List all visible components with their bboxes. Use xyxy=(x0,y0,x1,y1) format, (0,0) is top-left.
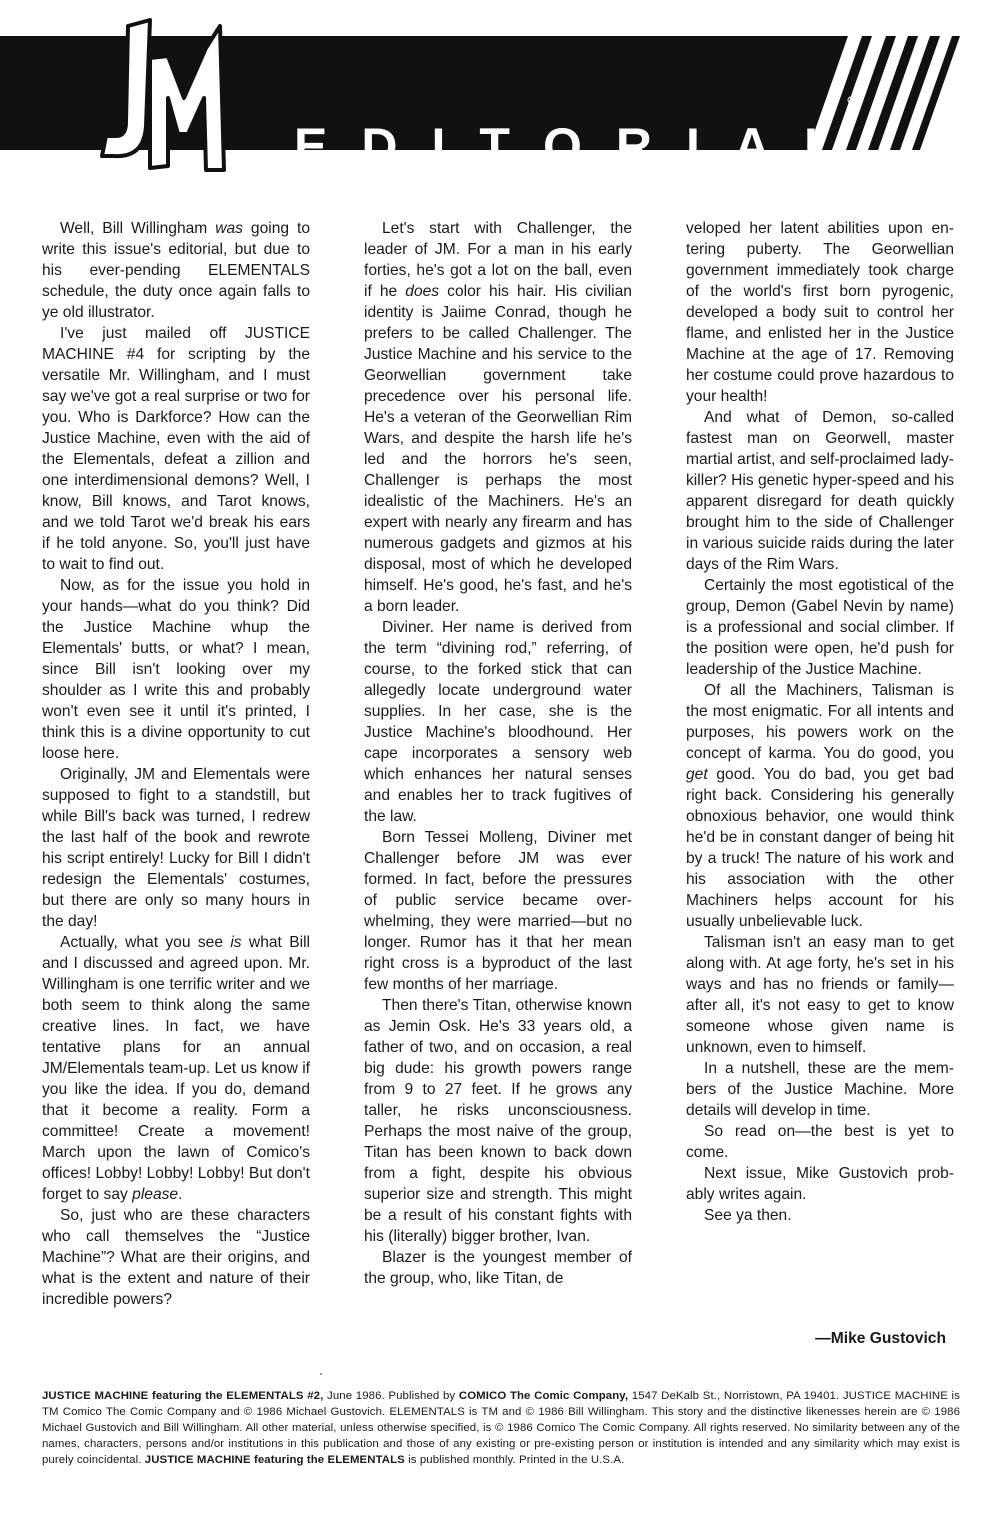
text-run: veloped her latent abilities upon entering puberty. The Georwellian government immediately took charge of the world's first born pyrogenic, developed a body suit to control her flame, and enlisted her in the Justice Machine at the age of 17. Removing her costume could prove hazardous to your health! xyxy=(686,220,954,405)
page-title: EDITORIAL xyxy=(294,118,869,174)
paragraph xyxy=(42,1205,310,1310)
paragraph xyxy=(42,575,310,764)
credits-bold: COMICO The Comic Company, xyxy=(458,1390,629,1402)
text-run: what Bill and I discussed and agreed upon. Mr. Willingham is one terrific writer and we both seem to think along the same creative lines. In fact, we have tentative plans for an annual JM/Elementals team-up. Let us know if you like the idea. If you do, demand that it become a reality. Form a committee! Create a movement! March upon the lawn of Comico's offices! Lobby! Lobby! Lobby! But don't forget to say xyxy=(42,934,310,1203)
text-run: Well, Bill Willingham xyxy=(60,220,216,237)
credits-text: June 1986. Published by xyxy=(323,1390,459,1402)
paragraph xyxy=(364,1247,632,1289)
text-run: Talisman isn't an easy man to get along with. At age forty, he's set in his ways and has no friends or family—after all, it's not easy to get to know someone whose given name is unknown, even to himself. xyxy=(686,934,954,1056)
emphasis: please xyxy=(132,1186,179,1203)
text-run: So, just who are these characters who call themselves the “Justice Machine”? What are their origins, and what is the extent and nature of their incredible powers? xyxy=(42,1207,310,1308)
text-run: So read on—the best is yet to come. xyxy=(686,1123,954,1161)
column-3 xyxy=(686,218,954,1226)
text-run: Now, as for the issue you hold in your hands—what do you think? Did the Justice Machine whup the Elementals' butts, or what? I mean, since Bill isn't looking over my shoulder as I write this and probably won't even see it until it's printed, I think this is a divine opportunity to cut loose here. xyxy=(42,577,310,762)
paragraph xyxy=(686,407,954,575)
paragraph xyxy=(364,827,632,995)
emphasis: is xyxy=(230,934,242,951)
paragraph xyxy=(42,932,310,1205)
emphasis: was xyxy=(215,220,243,237)
text-run: Blazer is the youngest member of the group, who, like Titan, de xyxy=(364,1249,632,1287)
text-run: good. You do bad, you get bad right back. Considering his generally obnoxious behavior, one would think he'd be in constant danger of being hit by a truck! The nature of his work and his association with the other Machiners helps account for his usually unbelievable luck. xyxy=(686,766,954,930)
emphasis: get xyxy=(686,766,708,783)
text-run: Let's start with Challenger, the leader of JM. For a man in his early forties, he's got a lot on the ball, even if he xyxy=(364,220,632,300)
text-run: See ya then. xyxy=(704,1207,792,1224)
paragraph xyxy=(364,218,632,617)
paragraph xyxy=(686,932,954,1058)
text-run: In a nutshell, these are the members of the Justice Machine. More details will develop in time. xyxy=(686,1060,954,1119)
column-1 xyxy=(42,218,310,1310)
paragraph xyxy=(686,1163,954,1205)
text-run: Diviner. Her name is derived from the term “divining rod,” referring, of course, to the forked stick that can allegedly locate underground water supplies. In her case, she is the Justice Machine's bloodhound. Her cape incorporates a sensory web which enhances her natural senses and enables her to track fugitives of the law. xyxy=(364,619,632,825)
text-run: Originally, JM and Elementals were supposed to fight to a standstill, but while Bill's back was turned, I redrew the last half of the book and rewrote his script entirely! Lucky for Bill I didn't redesign the Elementals' costumes, but there are only so many hours in the day! xyxy=(42,766,310,930)
paragraph xyxy=(686,680,954,932)
credits-text: is published monthly. Printed in the U.S.A. xyxy=(404,1454,625,1466)
paragraph xyxy=(364,995,632,1247)
publication-credits xyxy=(42,1388,960,1468)
paragraph xyxy=(42,218,310,323)
signature: —Mike Gustovich xyxy=(815,1330,946,1347)
text-run: Actually, what you see xyxy=(60,934,231,951)
paragraph xyxy=(686,1058,954,1121)
paragraph xyxy=(686,218,954,407)
text-run: I've just mailed off JUSTICE MACHINE #4 for scripting by the versatile Mr. Willingham, and I must say we've got a real surprise or two for you. Who is Darkforce? How can the Justice Machine, even with the aid of the Elementals, defeat a zillion and one interdimensional demons? Well, I know, Bill knows, and Tarot knows, and we told Tarot we'd break his ears if he told anyone. So, you'll just have to wait to find out. xyxy=(42,325,310,573)
text-run: Born Tessei Molleng, Diviner met Challenger before JM was ever formed. In fact, before the pressures of public service became overwhelming, they were married—but no longer. Rumor has it that her mean right cross is a byproduct of the last few months of her marriage. xyxy=(364,829,632,993)
text-run: Next issue, Mike Gustovich probably writes again. xyxy=(686,1165,954,1203)
emphasis: does xyxy=(405,283,440,300)
editorial-header xyxy=(0,36,1000,174)
credits-bold: JUSTICE MACHINE featuring the ELEMENTALS xyxy=(144,1454,405,1466)
paragraph xyxy=(686,1205,954,1226)
credits-text: 1547 DeKalb St., Norristown, PA 19401. JUSTICE MACHINE is TM Comico The Comic Company and © 1986 Michael Gustovich. ELEMENTALS is TM and © 1986 Bill Willingham. This story and the distinctive likenesses herein are © 1986 Michael Gustovich and Bill Willingham. All other material, unless otherwise specified, is © 1986 Comico The Comic Company. All rights reserved. No similarity between any of the names, characters, persons and/or institutions in this publication and those of any existing or pre-existing person or institution is intended and any similarity which may exist is purely coincidental. xyxy=(42,1390,960,1466)
column-2 xyxy=(364,218,632,1289)
paragraph xyxy=(364,617,632,827)
text-run: Then there's Titan, otherwise known as Jemin Osk. He's 33 years old, a father of two, and on occasion, a real big dude: his growth powers range from 9 to 27 feet. If he grows any taller, he risks unconsciousness. Perhaps the most naive of the group, Titan has been known to back down from a fight, despite his obvious superior size and strength. This might be a result of his constant fights with his (literally) bigger brother, Ivan. xyxy=(364,997,632,1245)
paragraph xyxy=(686,575,954,680)
paragraph xyxy=(686,1121,954,1163)
paragraph xyxy=(42,764,310,932)
text-run: And what of Demon, so-called fastest man on Georwell, master martial artist, and self-proclaimed lady-killer? His genetic hyper-speed and his apparent disregard for death quickly brought him to the side of Challenger in various suicide raids during the later days of the Rim Wars. xyxy=(686,409,954,573)
jm-logo xyxy=(88,18,308,178)
speck xyxy=(320,1373,322,1375)
text-run: . xyxy=(178,1186,183,1203)
paragraph xyxy=(42,323,310,575)
credits-bold: JUSTICE MACHINE featuring the ELEMENTALS #2, xyxy=(42,1390,324,1402)
text-run: color his hair. His civilian identity is Jaiime Conrad, though he prefers to be called Challenger. The Justice Machine and his service to the Georwellian government take precedence over his personal life. He's a veteran of the Georwellian Rim Wars, and despite the harsh life he's led and the horrors he's seen, Challenger is perhaps the most idealistic of the Machiners. He's an expert with nearly any firearm and has numerous gadgets and gizmos at his disposal, most of which he developed himself. He's good, he's fast, and he's a born leader. xyxy=(364,283,632,615)
text-run: Certainly the most egotistical of the group, Demon (Gabel Nevin by name) is a professional and social climber. If the position were open, he'd push for leadership of the Justice Machine. xyxy=(686,577,954,678)
text-run: going to write this issue's editorial, but due to his ever-pending ELEMENTALS schedule, the duty once again falls to ye old illustrator. xyxy=(42,220,310,321)
text-run: Of all the Machiners, Talisman is the most enigmatic. For all intents and purposes, his powers work on the concept of karma. You do good, you xyxy=(686,682,954,762)
